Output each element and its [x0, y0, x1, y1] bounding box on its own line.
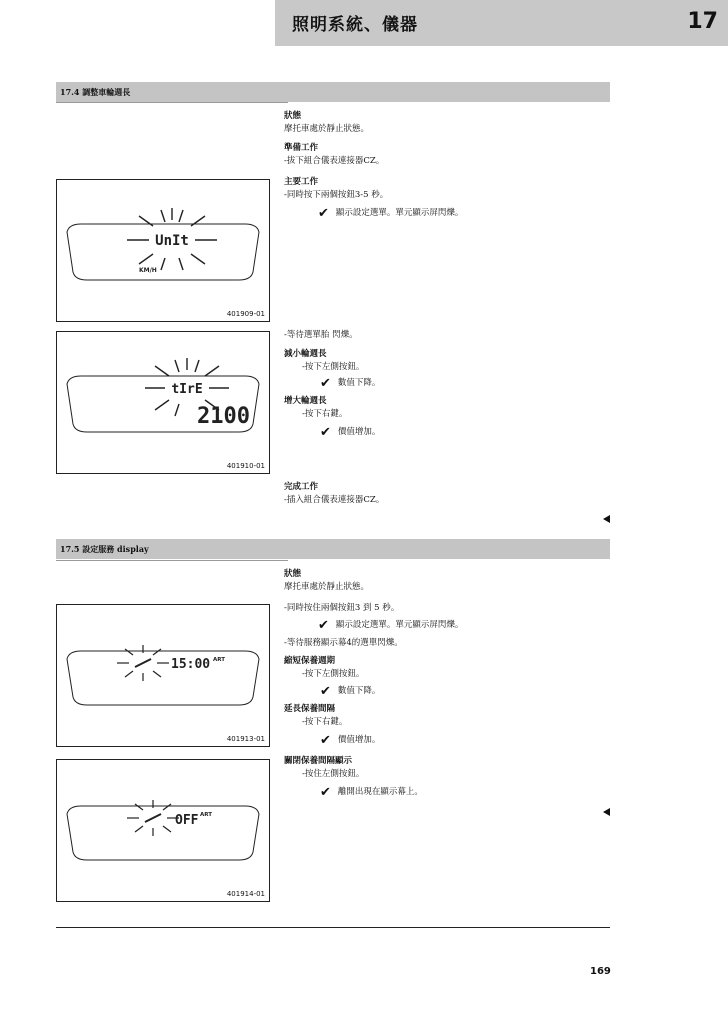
main-label: 主要工作 — [284, 177, 319, 187]
footer-line — [56, 927, 610, 928]
section-end-icon — [603, 808, 610, 816]
status-text: 摩托車處於靜止狀態。 — [284, 582, 370, 592]
check-item: ✔ 顯示設定選單。單元顯示屏閃爍。 — [318, 206, 464, 221]
check-mark-icon: ✔ — [320, 733, 331, 748]
lcd-text: tIrE — [171, 382, 203, 397]
check-item: ✔ 價值增加。 — [320, 425, 381, 440]
chapter-title: 照明系統、儀器 — [292, 15, 418, 35]
check-item: ✔ 離開出現在顯示幕上。 — [320, 785, 423, 800]
section-title-17-5: 17.5 設定服務 display — [60, 544, 149, 554]
section-title-17-4: 17.4 調整車輪週長 — [60, 87, 131, 97]
check-mark-icon: ✔ — [320, 684, 331, 699]
check-mark-icon: ✔ — [320, 785, 331, 800]
section-underline — [56, 102, 288, 103]
lcd-text: OFF — [175, 813, 199, 828]
check-item: ✔ 數值下降。 — [320, 376, 381, 391]
status-label: 狀態 — [284, 569, 302, 579]
section-bar-17-4 — [56, 82, 610, 102]
figure-display-off — [56, 759, 270, 902]
section-underline — [56, 560, 288, 561]
chapter-number: 17 — [687, 9, 718, 34]
figure-display-unit — [56, 179, 270, 322]
status-text: 摩托車處於靜止狀態。 — [284, 124, 370, 134]
lcd-text: 15:00 — [171, 657, 211, 672]
check-mark-icon: ✔ — [318, 206, 329, 221]
wait-text: -等待服務顯示幕4的選單閃爍。 — [284, 638, 403, 648]
art-label: ART — [213, 657, 225, 663]
decrease-step: -按下左側按鈕。 — [302, 362, 365, 372]
increase-label: 增大輪週長 — [284, 396, 327, 406]
lcd-value: 2100 — [197, 404, 250, 429]
lcd-illustration — [57, 605, 269, 746]
check-item: ✔ 數值下降。 — [320, 684, 381, 699]
prep-label: 準備工作 — [284, 143, 319, 153]
check-mark-icon: ✔ — [320, 425, 331, 440]
art-label: ART — [200, 812, 212, 818]
figure-id: 401913-01 — [226, 735, 265, 743]
increase-step: -按下右鍵。 — [302, 409, 348, 419]
section-end-icon — [603, 515, 610, 523]
shorten-label: 縮短保養週期 — [284, 656, 336, 666]
prep-text: -拔下組合儀表連接器CZ。 — [284, 156, 385, 166]
check-mark-icon: ✔ — [318, 618, 329, 633]
status-label: 狀態 — [284, 111, 302, 121]
finish-label: 完成工作 — [284, 482, 319, 492]
finish-text: -插入組合儀表連接器CZ。 — [284, 495, 385, 505]
lcd-text: UnIt — [155, 233, 189, 249]
lcd-illustration — [57, 332, 269, 473]
check-item: ✔ 顯示設定選單。單元顯示屏閃爍。 — [318, 618, 464, 633]
unit-label: KM/H — [139, 267, 157, 274]
lcd-illustration — [57, 760, 269, 901]
figure-id: 401914-01 — [226, 890, 265, 898]
check-item: ✔ 價值增加。 — [320, 733, 381, 748]
decrease-label: 減小輪週長 — [284, 349, 327, 359]
figure-id: 401910-01 — [226, 462, 265, 470]
main-step: -同時按下兩個按鈕3-5 秒。 — [284, 190, 389, 200]
close-step: -按住左側按鈕。 — [302, 769, 365, 779]
check-mark-icon: ✔ — [320, 376, 331, 391]
figure-display-tire — [56, 331, 270, 474]
extend-step: -按下右鍵。 — [302, 717, 348, 727]
figure-id: 401909-01 — [226, 310, 265, 318]
page-number: 169 — [590, 966, 611, 977]
lcd-illustration — [57, 180, 269, 321]
shorten-step: -按下左側按鈕。 — [302, 669, 365, 679]
step-text: -同時按住兩個按鈕3 到 5 秒。 — [284, 603, 400, 613]
wait-text: -等待選單胎 閃爍。 — [284, 330, 358, 340]
figure-display-service — [56, 604, 270, 747]
close-label: 關閉保養間隔顯示 — [284, 756, 353, 766]
extend-label: 延長保養間隔 — [284, 704, 336, 714]
